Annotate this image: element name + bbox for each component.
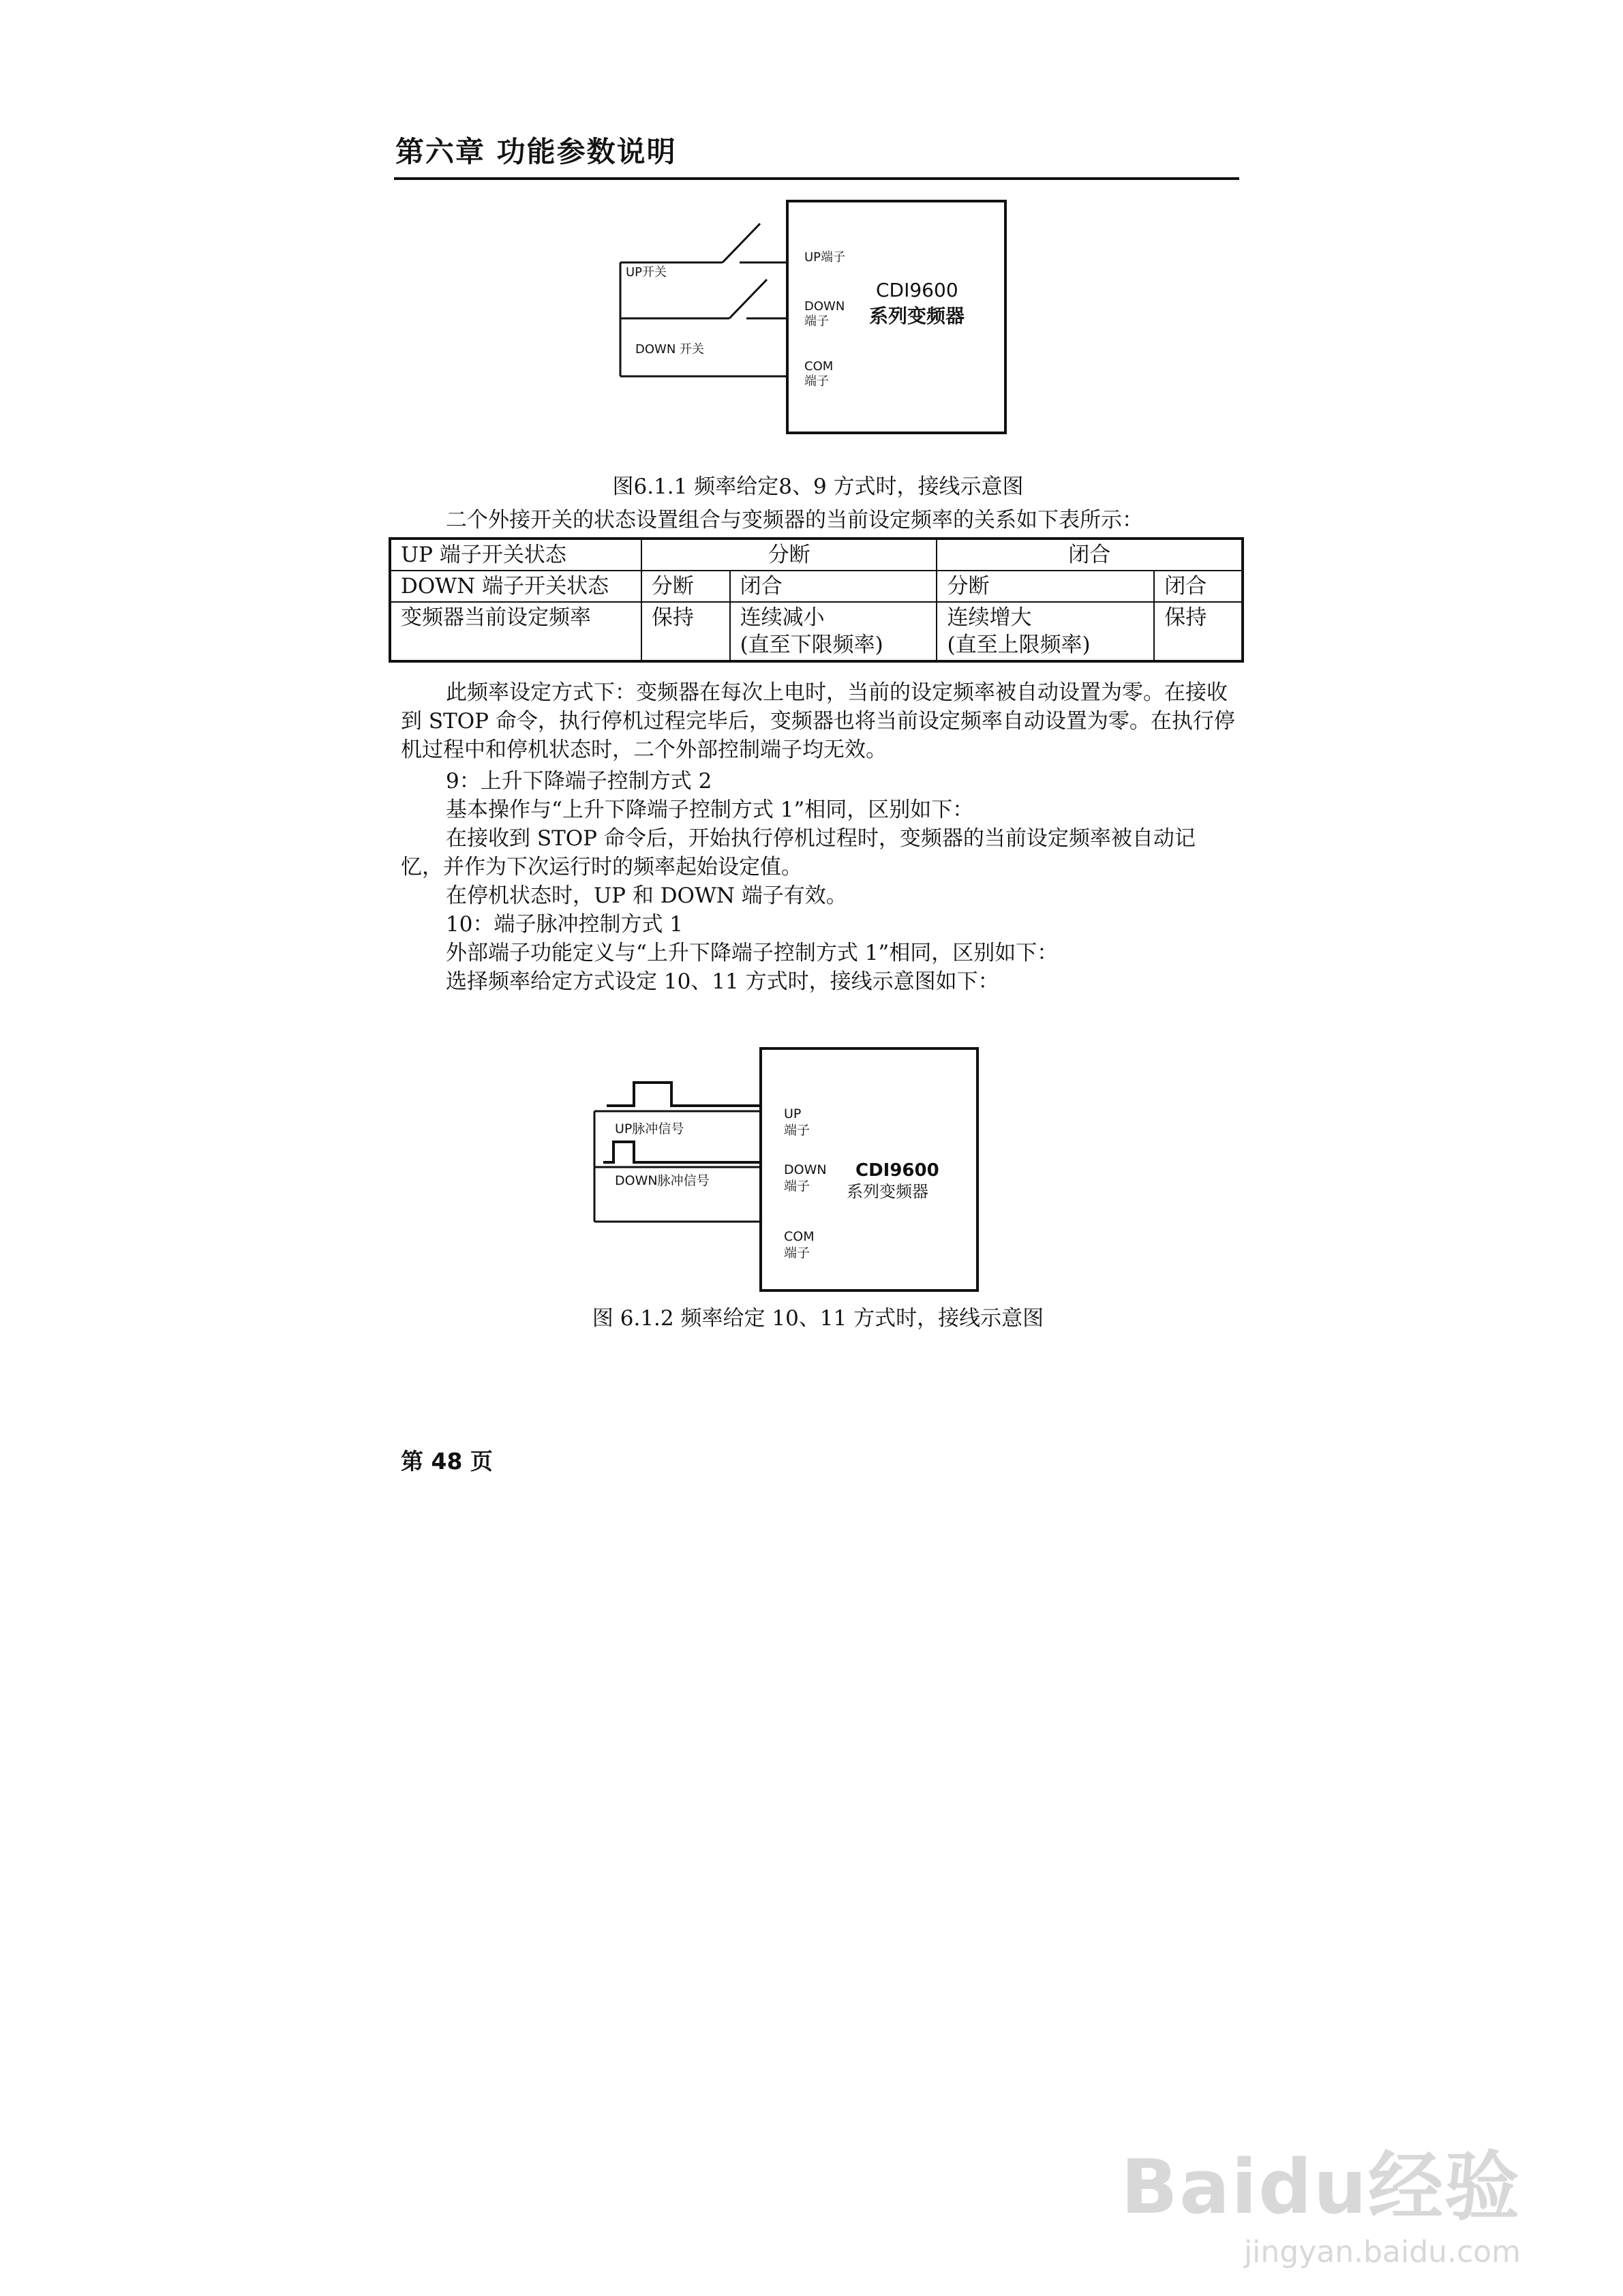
cell-line: 连续减小 — [740, 605, 825, 630]
table-cell: UP 端子开关状态 — [390, 539, 641, 571]
figure-2-wiring-diagram — [586, 1043, 995, 1299]
table-row — [390, 539, 1243, 571]
table-cell: 分断 — [937, 571, 1154, 602]
paragraph-6: 10：端子脉冲控制方式 1 — [446, 912, 684, 937]
table-cell: 保持 — [1154, 602, 1243, 661]
paragraph-3: 基本操作与“上升下降端子控制方式 1”相同，区别如下： — [446, 798, 974, 822]
up-terminal-label-2: 端子 — [784, 1123, 810, 1138]
up-pulse-label: UP脉冲信号 — [615, 1121, 684, 1136]
paragraph-1: 此频率设定方式下：变频器在每次上电时，当前的设定频率被自动设置为零。在接收到 STOP 命令，执行停机过程完毕后，变频器也将当前设定频率自动设置为零。在执行停机过程中和停机状态时，二个外部控制端子均无效。 — [401, 680, 1235, 762]
page-number: 第 48 页 — [401, 1448, 493, 1475]
watermark-logo: Baidu经验 — [1121, 2143, 1521, 2231]
down-pulse-waveform — [603, 1142, 761, 1162]
paragraph-4: 在接收到 STOP 命令后，开始执行停机过程时，变频器的当前设定频率被自动记忆，并作为下次运行时的频率起始设定值。 — [401, 826, 1196, 879]
up-terminal-label: UP — [784, 1106, 802, 1121]
paragraph-5: 在停机状态时，UP 和 DOWN 端子有效。 — [446, 883, 847, 908]
down-terminal-label-2: 端子 — [804, 314, 829, 329]
up-switch-blade — [723, 224, 760, 262]
table-cell: 闭合 — [937, 539, 1243, 571]
table-cell: 分断 — [641, 571, 730, 602]
down-terminal-label-2: 端子 — [784, 1179, 810, 1194]
com-terminal-label-2: 端子 — [784, 1245, 810, 1260]
watermark-url: jingyan.baidu.com — [1243, 2235, 1521, 2269]
cell-line: (直至上限频率) — [947, 633, 1091, 657]
cell-line: (直至下限频率) — [740, 633, 883, 657]
header-divider — [394, 177, 1239, 180]
com-terminal-label-2: 端子 — [804, 374, 829, 389]
device-series: 系列变频器 — [847, 1182, 928, 1201]
table-intro: 二个外接开关的状态设置组合与变频器的当前设定频率的关系如下表所示： — [446, 508, 1143, 532]
baidu-watermark — [1121, 2127, 1521, 2269]
table-cell — [730, 602, 937, 661]
table-cell: DOWN 端子开关状态 — [390, 571, 641, 602]
com-terminal-label: COM — [784, 1229, 815, 1244]
down-terminal-label: DOWN — [784, 1162, 827, 1177]
down-switch-blade — [729, 280, 767, 318]
paragraph-8: 选择频率给定方式设定 10、11 方式时，接线示意图如下： — [446, 969, 999, 994]
switch-state-table — [389, 537, 1244, 663]
table-cell: 闭合 — [730, 571, 937, 602]
table-cell: 闭合 — [1154, 571, 1243, 602]
device-series: 系列变频器 — [869, 305, 965, 327]
figure-2-caption: 图 6.1.2 频率给定 10、11 方式时，接线示意图 — [592, 1306, 1044, 1331]
table-cell: 分断 — [641, 539, 937, 571]
down-switch-label: DOWN 开关 — [635, 342, 705, 357]
up-switch-label: UP开关 — [626, 265, 667, 280]
table-cell: 保持 — [641, 602, 730, 661]
table-row — [390, 571, 1243, 602]
up-terminal-label: UP端子 — [804, 250, 846, 265]
table-row — [390, 602, 1243, 661]
figure-1-caption: 图6.1.1 频率给定8、9 方式时，接线示意图 — [612, 474, 1024, 499]
chapter-title: 第六章 功能参数说明 — [395, 135, 677, 168]
down-pulse-label: DOWN脉冲信号 — [615, 1173, 710, 1188]
table-cell — [937, 602, 1154, 661]
table-cell: 变频器当前设定频率 — [390, 602, 641, 661]
cell-line: 连续增大 — [947, 605, 1032, 630]
device-model: CDI9600 — [876, 279, 958, 301]
up-pulse-waveform — [607, 1083, 761, 1106]
paragraph-7: 外部端子功能定义与“上升下降端子控制方式 1”相同，区别如下： — [446, 941, 1059, 965]
figure-1-wiring-diagram — [613, 194, 1009, 440]
paragraph-2: 9：上升下降端子控制方式 2 — [446, 769, 712, 794]
down-terminal-label: DOWN — [804, 299, 845, 314]
device-model: CDI9600 — [855, 1160, 939, 1181]
com-terminal-label: COM — [804, 359, 834, 374]
